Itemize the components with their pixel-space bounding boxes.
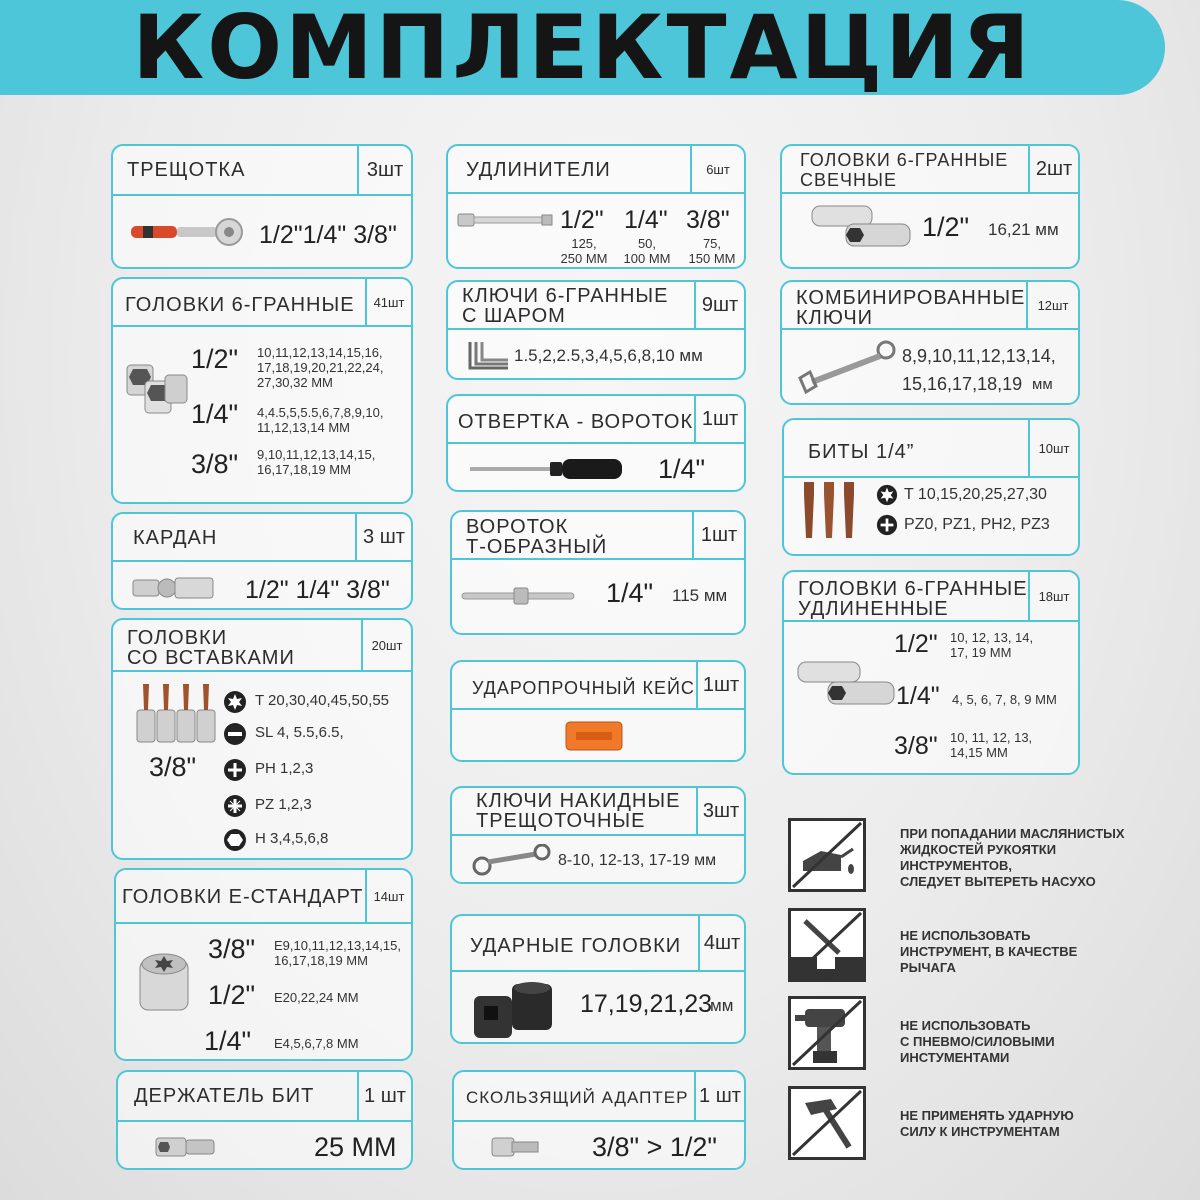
e-socket-icon: [136, 950, 192, 1014]
card-title: ГОЛОВКИ СО ВСТАВКАМИ: [127, 627, 295, 669]
card-hex-keys: [446, 280, 746, 380]
e-socket-size-3: 1/4": [204, 1026, 252, 1056]
warning-drill-text: НЕ ИСПОЛЬЗОВАТЬ С ПНЕВМО/СИЛОВЫМИ ИНСТУМЕНТАМИ: [900, 1018, 1055, 1065]
case-icon: [564, 718, 624, 752]
socket-list-1: 10,11,12,13,14,15,16, 17,18,19,20,21,22,24, 27,30,32 ММ: [257, 345, 384, 390]
e-socket-size-1: 3/8": [208, 934, 256, 964]
warning-lever-text: НЕ ИСПОЛЬЗОВАТЬ ИНСТРУМЕНТ, В КАЧЕСТВЕ РЫЧАГА: [900, 928, 1078, 975]
card-ring-ratchet: [450, 786, 746, 884]
warning-oil-text: ПРИ ПОПАДАНИИ МАСЛЯНИСТЫХ ЖИДКОСТЕЙ РУКОЯТКИ ИНСТРУМЕНТОВ, СЛЕДУЕТ ВЫТЕРЕТЬ НАСУХО: [900, 826, 1125, 889]
deep-list-1: 10, 12, 13, 14, 17, 19 ММ: [950, 630, 1034, 660]
card-header: [113, 620, 411, 672]
card-bit-sockets: [111, 618, 413, 860]
card-title: ТРЕЩОТКА: [127, 159, 246, 181]
spark-plug-socket-icon: [806, 202, 916, 250]
card-title: БИТЫ 1/4”: [808, 441, 915, 463]
card-ratchet: [111, 144, 413, 269]
socket-size-1: 1/2": [191, 344, 239, 374]
ring-wrench-icon: [472, 844, 552, 876]
card-title: КОМБИНИРОВАННЫЕ КЛЮЧИ: [796, 287, 1026, 329]
card-title: УДАРНЫЕ ГОЛОВКИ: [470, 935, 682, 957]
card-qty: 41шт: [365, 279, 411, 325]
drill-no-icon: [788, 996, 866, 1070]
card-header: [116, 870, 411, 924]
socket-size-2: 1/4": [191, 399, 239, 429]
card-case: [450, 660, 746, 762]
impact-socket-icon: [470, 978, 556, 1040]
extension-len-2: 50, 100 ММ: [623, 236, 671, 266]
card-header: [784, 420, 1078, 478]
bit-holder-icon: [154, 1132, 218, 1162]
bit-row-hex: H 3,4,5,6,8: [255, 830, 329, 847]
card-title: КАРДАН: [133, 527, 218, 549]
card-qty: 3 шт: [355, 514, 411, 560]
ratchet-icon: [129, 216, 249, 246]
e-socket-list-3: E4,5,6,7,8 ММ: [274, 1036, 359, 1051]
e-socket-list-1: E9,10,11,12,13,14,15, 16,17,18,19 ММ: [274, 938, 401, 968]
card-e-sockets: [114, 868, 413, 1061]
card-qty: 20шт: [361, 620, 411, 670]
card-screwdriver: [446, 394, 746, 492]
bits-cross: PZ0, PZ1, PH2, PZ3: [904, 516, 1050, 533]
slotted-icon: [223, 722, 247, 746]
sockets-icon: [123, 359, 193, 419]
card-qty: 9шт: [694, 282, 744, 328]
combo-unit: мм: [1032, 376, 1053, 393]
card-extensions: [446, 144, 746, 269]
card-cardan: [111, 512, 413, 610]
extension-size-1: 1/2": [560, 206, 604, 234]
combo-sizes-1: 8,9,10,11,12,13,14,: [902, 346, 1056, 366]
socket-list-3: 9,10,11,12,13,14,15, 16,17,18,19 ММ: [257, 447, 376, 477]
card-header: [448, 146, 744, 194]
card-title: ОТВЕРТКА - ВОРОТОК: [458, 411, 694, 433]
t-handle-length: 115 мм: [672, 586, 728, 605]
bits-icon: [794, 480, 864, 542]
e-socket-size-2: 1/2": [208, 980, 256, 1010]
hex-keys-icon: [464, 338, 514, 374]
hex-keys-sizes: 1.5,2,2.5,3,4,5,6,8,10 мм: [514, 346, 703, 365]
spark-plug-mm: 16,21 мм: [988, 220, 1059, 239]
extension-len-3: 75, 150 ММ: [688, 236, 736, 266]
extension-len-1: 125, 250 ММ: [560, 236, 608, 266]
bit-holder-size: 25 ММ: [314, 1132, 397, 1162]
extension-size-3: 3/8": [686, 206, 730, 234]
card-header: [448, 282, 744, 330]
card-header: [448, 396, 744, 444]
card-sockets-6pt: [111, 277, 413, 504]
card-title: КЛЮЧИ 6-ГРАННЫЕ С ШАРОМ: [462, 285, 669, 327]
card-qty: 2шт: [1028, 146, 1078, 192]
card-deep-sockets: [782, 570, 1080, 775]
t-handle-size: 1/4": [606, 578, 654, 608]
card-title: ДЕРЖАТЕЛЬ БИТ: [134, 1085, 315, 1107]
card-qty: 1 шт: [694, 1072, 744, 1120]
socket-list-2: 4,4.5,5,5.5,6,7,8,9,10, 11,12,13,14 ММ: [257, 405, 384, 435]
card-title: ГОЛОВКИ 6-ГРАННЫЕ СВЕЧНЫЕ: [800, 150, 1009, 190]
card-header: [452, 916, 744, 972]
impact-unit: мм: [710, 996, 734, 1015]
card-header: [113, 279, 411, 327]
card-qty: 3шт: [357, 146, 411, 194]
card-header: [782, 146, 1078, 194]
cardan-sizes: 1/2" 1/4" 3/8": [245, 576, 390, 604]
lever-no-icon: [788, 908, 866, 982]
card-spark-plug: [780, 144, 1080, 269]
sliding-adapter-icon: [488, 1130, 542, 1162]
phillips-icon: [223, 758, 247, 782]
impact-sizes: 17,19,21,23: [580, 990, 713, 1018]
card-title: ГОЛОВКИ 6-ГРАННЫЕ УДЛИНЕННЫЕ: [798, 578, 1028, 620]
bit-row-slotted: SL 4, 5.5,6.5,: [255, 724, 344, 741]
card-title: ГОЛОВКИ 6-ГРАННЫЕ: [125, 294, 355, 316]
hex-bit-icon: [223, 828, 247, 852]
card-qty: 10шт: [1028, 420, 1078, 476]
card-qty: 18шт: [1028, 572, 1078, 620]
card-title: ВОРОТОК Т-ОБРАЗНЫЙ: [466, 516, 608, 558]
card-qty: 14шт: [365, 870, 411, 922]
oil-no-icon: [788, 818, 866, 892]
card-t-handle: [450, 510, 746, 635]
combo-wrench-icon: [794, 338, 898, 398]
extension-icon: [456, 210, 556, 230]
bit-sockets-drive: 3/8": [149, 752, 197, 782]
t-handle-icon: [460, 586, 576, 606]
card-header: [113, 514, 411, 562]
deep-list-2: 4, 5, 6, 7, 8, 9 ММ: [952, 692, 1057, 707]
card-qty: 6шт: [690, 146, 744, 192]
cardan-icon: [131, 572, 217, 602]
extension-size-2: 1/4": [624, 206, 668, 234]
card-header: [452, 662, 744, 710]
bit-row-phillips: PH 1,2,3: [255, 760, 314, 777]
spark-plug-size: 1/2": [922, 212, 970, 242]
card-qty: 1шт: [692, 512, 744, 558]
card-title: УДАРОПРОЧНЫЙ КЕЙС: [472, 678, 695, 698]
card-combo-wrenches: [780, 280, 1080, 405]
deep-size-3: 3/8": [894, 732, 938, 760]
card-qty: 1 шт: [357, 1072, 411, 1120]
combo-sizes-2: 15,16,17,18,19: [902, 374, 1023, 394]
card-impact: [450, 914, 746, 1044]
pozidriv-icon: [223, 794, 247, 818]
card-title: УДЛИНИТЕЛИ: [466, 159, 611, 181]
screwdriver-size: 1/4": [658, 454, 706, 484]
card-sliding-adapter: [452, 1070, 746, 1170]
card-header: [452, 788, 744, 836]
card-title: СКОЛЬЗЯЩИЙ АДАПТЕР: [466, 1088, 689, 1107]
e-socket-list-2: E20,22,24 ММ: [274, 990, 359, 1005]
bit-sockets-icon: [133, 680, 217, 746]
card-header: [118, 1072, 411, 1122]
card-header: [782, 282, 1078, 330]
screwdriver-icon: [468, 454, 628, 484]
card-qty: 4шт: [698, 916, 744, 970]
phillips-icon: [876, 514, 898, 536]
bits-torx: T 10,15,20,25,27,30: [904, 486, 1047, 503]
deep-list-3: 10, 11, 12, 13, 14,15 ММ: [950, 730, 1033, 760]
torx-icon: [223, 690, 247, 714]
card-header: [452, 512, 744, 560]
ring-ratchet-sizes: 8-10, 12-13, 17-19 мм: [558, 852, 717, 869]
card-header: [113, 146, 411, 196]
card-qty: 12шт: [1026, 282, 1078, 328]
card-bits: [782, 418, 1080, 556]
bit-row-pozidriv: PZ 1,2,3: [255, 796, 312, 813]
bit-row-torx: T 20,30,40,45,50,55: [255, 692, 390, 709]
warning-hammer-text: НЕ ПРИМЕНЯТЬ УДАРНУЮ СИЛУ К ИНСТРУМЕНТАМ: [900, 1108, 1074, 1139]
socket-size-3: 3/8": [191, 449, 239, 479]
deep-size-1: 1/2": [894, 630, 938, 658]
ratchet-sizes: 1/2"1/4" 3/8": [259, 221, 397, 249]
card-title: КЛЮЧИ НАКИДНЫЕ ТРЕЩОТОЧНЫЕ: [476, 790, 681, 832]
card-qty: 3шт: [696, 788, 744, 834]
card-qty: 1шт: [696, 662, 744, 708]
sliding-adapter-size: 3/8" > 1/2": [592, 1132, 718, 1162]
card-title: ГОЛОВКИ Е-СТАНДАРТ: [122, 886, 364, 908]
card-qty: 1шт: [694, 396, 744, 442]
card-header: [784, 572, 1078, 622]
card-header: [454, 1072, 744, 1122]
deep-sockets-icon: [794, 656, 898, 716]
hammer-no-icon: [788, 1086, 866, 1160]
card-bit-holder: [116, 1070, 413, 1170]
torx-icon: [876, 484, 898, 506]
page-title: КОМПЛЕКТАЦИЯ: [132, 0, 1033, 99]
deep-size-2: 1/4": [896, 682, 940, 710]
